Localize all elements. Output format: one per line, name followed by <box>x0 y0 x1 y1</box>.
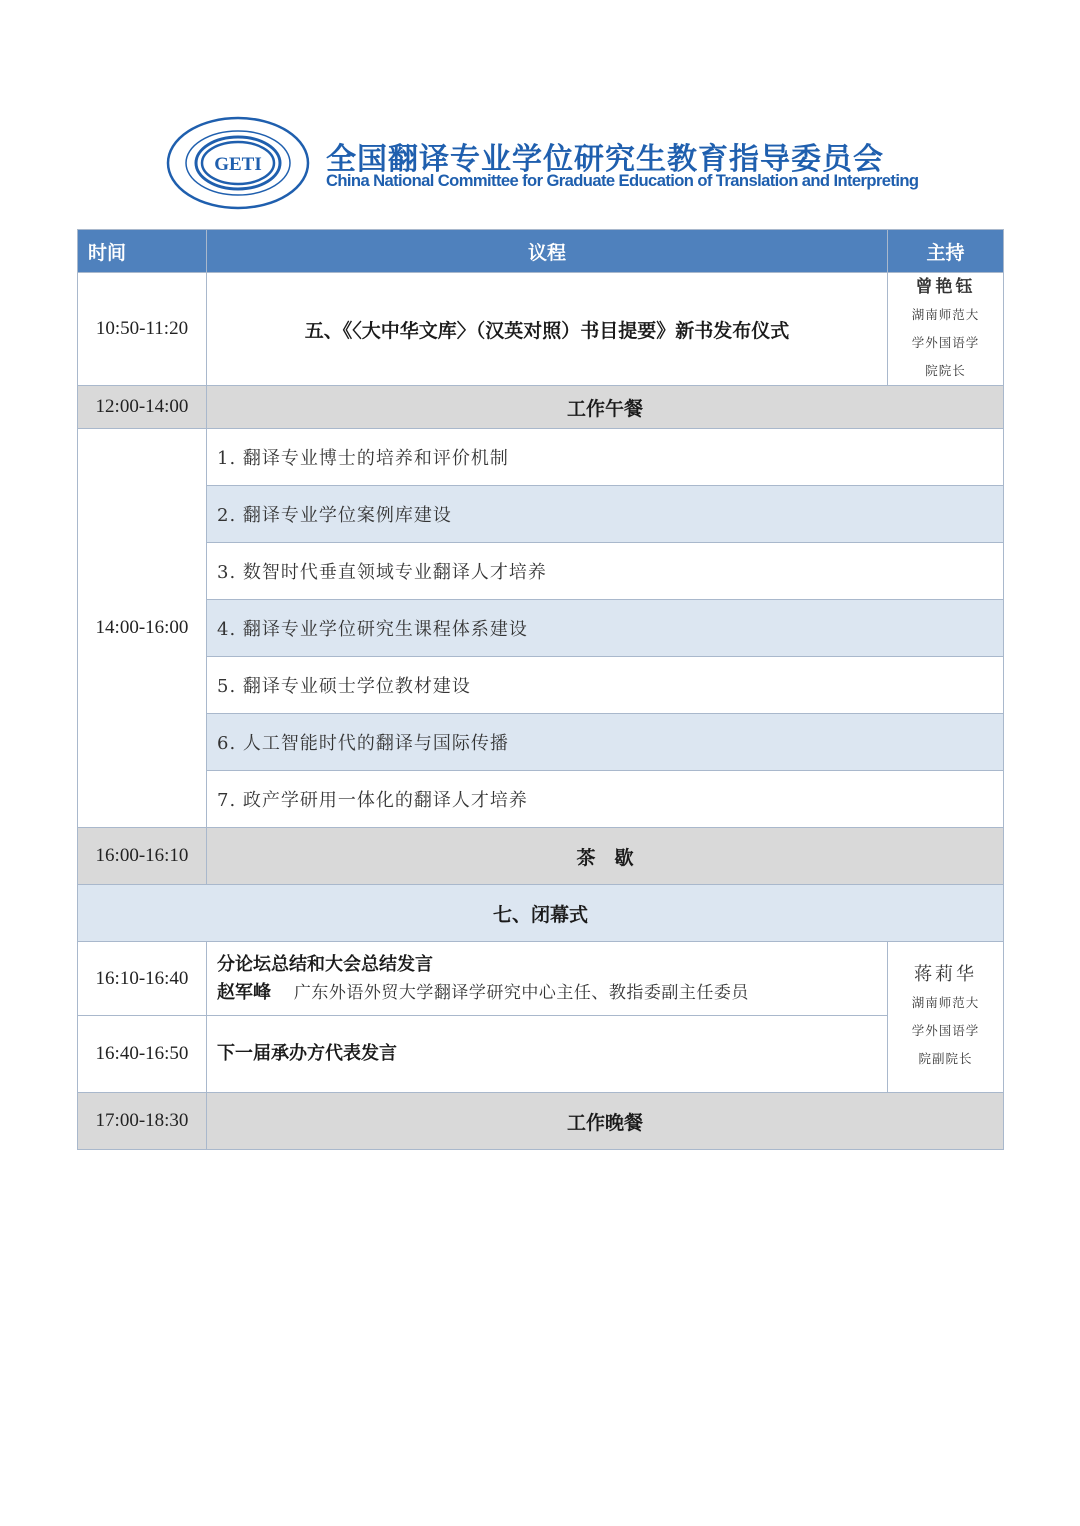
table-row <box>78 1016 1004 1093</box>
org-name-en: China National Committee for Graduate Education of Translation and Interpreting <box>326 171 919 190</box>
host-title-line: 学外国语学 <box>911 1023 980 1038</box>
agenda-title: 工作晚餐 <box>207 1093 1004 1150</box>
agenda-title: 分论坛总结和大会总结发言 <box>217 953 433 975</box>
host-title-line: 湖南师范大 <box>911 995 980 1010</box>
table-row <box>78 543 1004 600</box>
speech-cell <box>207 1016 888 1093</box>
host-name: 蒋莉华 <box>914 964 977 985</box>
time-cell: 17:00-18:30 <box>78 1093 207 1150</box>
table-row <box>78 714 1004 771</box>
table-row <box>78 657 1004 714</box>
agenda-title: 茶 歇 <box>207 828 1004 885</box>
time-cell: 14:00-16:00 <box>78 429 207 828</box>
host-title-line: 湖南师范大 <box>911 307 980 322</box>
column-header-agenda: 议程 <box>207 230 888 273</box>
table-row <box>78 486 1004 543</box>
list-item: 5. 翻译专业硕士学位教材建设 <box>207 657 1004 714</box>
speech-cell <box>207 942 888 1016</box>
time-cell: 16:10-16:40 <box>78 942 207 1016</box>
list-item: 2. 翻译专业学位案例库建设 <box>207 486 1004 543</box>
host-title-line: 院副院长 <box>918 1051 973 1066</box>
list-item: 1. 翻译专业博士的培养和评价机制 <box>207 429 1004 486</box>
agenda-table <box>77 229 1004 1150</box>
host-title-line: 院院长 <box>925 363 966 378</box>
table-row <box>78 600 1004 657</box>
list-item: 6. 人工智能时代的翻译与国际传播 <box>207 714 1004 771</box>
speaker-name: 赵军峰 <box>217 981 271 1003</box>
section-title: 七、闭幕式 <box>78 885 1004 942</box>
speaker-role: 广东外语外贸大学翻译学研究中心主任、教指委副主任委员 <box>293 982 749 1003</box>
time-cell: 16:40-16:50 <box>78 1016 207 1093</box>
agenda-title: 五、《〈大中华文库〉（汉英对照）书目提要》新书发布仪式 <box>207 273 888 386</box>
logo-text: GETI <box>214 154 262 175</box>
time-cell: 10:50-11:20 <box>78 273 207 386</box>
table-row <box>78 828 1004 885</box>
table-row <box>78 273 1004 386</box>
time-cell: 16:00-16:10 <box>78 828 207 885</box>
list-item: 7. 政产学研用一体化的翻译人才培养 <box>207 771 1004 828</box>
table-row <box>78 942 1004 1016</box>
table-row <box>78 771 1004 828</box>
agenda-title: 下一届承办方代表发言 <box>217 1043 397 1064</box>
header <box>166 116 926 212</box>
time-cell: 12:00-14:00 <box>78 386 207 429</box>
table-row <box>78 429 1004 486</box>
host-cell <box>888 942 1004 1093</box>
host-title-line: 学外国语学 <box>911 335 980 350</box>
host-cell <box>888 273 1004 386</box>
host-name: 曾艳钰 <box>915 277 976 297</box>
table-row <box>78 1093 1004 1150</box>
table-row <box>78 386 1004 429</box>
header-row <box>78 230 1004 273</box>
column-header-time: 时间 <box>78 230 207 273</box>
list-item: 4. 翻译专业学位研究生课程体系建设 <box>207 600 1004 657</box>
agenda-title: 工作午餐 <box>207 386 1004 429</box>
list-item: 3. 数智时代垂直领域专业翻译人才培养 <box>207 543 1004 600</box>
table-row <box>78 885 1004 942</box>
column-header-host: 主持 <box>888 230 1004 273</box>
geti-logo <box>166 116 310 210</box>
org-name-cn: 全国翻译专业学位研究生教育指导委员会 <box>326 142 884 177</box>
